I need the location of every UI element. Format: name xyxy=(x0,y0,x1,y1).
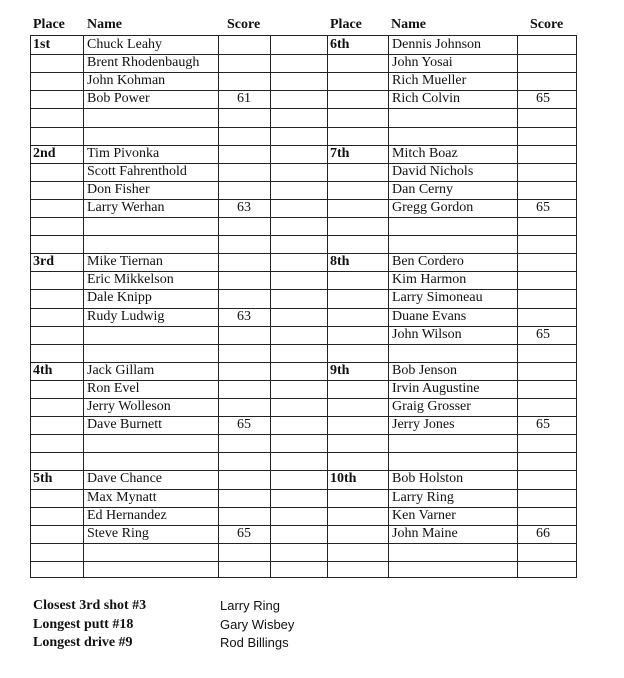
player-name: Dave Chance xyxy=(87,471,163,487)
table-row-rule xyxy=(31,108,576,109)
contest-row xyxy=(33,616,333,635)
contest-label: Longest putt #18 xyxy=(33,616,134,632)
team-score: 65 xyxy=(237,417,251,433)
table-column-rule xyxy=(270,36,271,577)
place-label: 7th xyxy=(330,145,350,161)
table-row-rule xyxy=(31,452,576,453)
player-name: Bob Power xyxy=(87,91,150,107)
contest-row xyxy=(33,597,333,616)
player-name: Gregg Gordon xyxy=(392,199,474,215)
place-label: 3rd xyxy=(33,254,54,270)
contest-winner: Gary Wisbey xyxy=(220,616,295,632)
player-name: Max Mynatt xyxy=(87,489,157,505)
place-label: 6th xyxy=(330,37,350,52)
player-name: Ben Cordero xyxy=(392,254,464,270)
table-column-rule xyxy=(218,36,219,577)
table-column-rule xyxy=(388,36,389,577)
place-label: 1st xyxy=(33,37,51,52)
player-name: Jack Gillam xyxy=(87,362,155,378)
table-column-rule xyxy=(517,36,518,577)
place-label: 9th xyxy=(330,362,350,378)
table-column-rule xyxy=(83,36,84,577)
player-name: Rudy Ludwig xyxy=(87,308,165,324)
place-label: 2nd xyxy=(33,145,56,161)
player-name: John Wilson xyxy=(392,326,462,342)
player-name: Kim Harmon xyxy=(392,272,467,288)
player-name: Dan Cerny xyxy=(392,181,454,197)
table-row-rule xyxy=(31,217,576,218)
team-score: 65 xyxy=(237,525,251,541)
player-name: Ken Varner xyxy=(392,507,456,523)
team-score: 65 xyxy=(536,417,550,433)
player-name: Jerry Jones xyxy=(392,417,455,433)
right-score-header: Score xyxy=(530,17,564,32)
table-column-rule xyxy=(327,36,328,577)
player-name: Larry Ring xyxy=(392,489,454,505)
player-name: Larry Simoneau xyxy=(392,290,483,306)
table-row-rule xyxy=(31,127,576,128)
player-name: Duane Evans xyxy=(392,308,467,324)
results-table xyxy=(30,35,577,578)
player-name: Chuck Leahy xyxy=(87,37,163,52)
left-place-header: Place xyxy=(33,17,65,32)
right-place-header: Place xyxy=(330,17,362,32)
team-score: 63 xyxy=(237,308,251,324)
contest-label: Closest 3rd shot #3 xyxy=(33,598,147,613)
team-score: 63 xyxy=(237,199,251,215)
table-row-rule xyxy=(31,344,576,345)
table-row-rule xyxy=(31,434,576,435)
team-score: 65 xyxy=(536,326,550,342)
place-label: 8th xyxy=(330,254,350,270)
player-name: Mitch Boaz xyxy=(392,145,458,161)
contest-row xyxy=(33,634,333,653)
player-name: Rich Colvin xyxy=(392,91,461,107)
player-name: Graig Grosser xyxy=(392,399,471,414)
player-name: Steve Ring xyxy=(87,525,149,541)
table-row-rule xyxy=(31,326,576,327)
contest-winner: Rod Billings xyxy=(220,635,289,650)
player-name: Bob Holston xyxy=(392,471,464,487)
player-name: John Kohman xyxy=(87,73,166,89)
player-name: Dennis Johnson xyxy=(392,37,482,52)
left-name-header: Name xyxy=(87,17,122,32)
player-name: Brent Rhodenbaugh xyxy=(87,55,200,71)
team-score: 66 xyxy=(536,525,550,541)
table-row-rule xyxy=(31,235,576,236)
player-name: Don Fisher xyxy=(87,181,150,197)
place-label: 10th xyxy=(330,471,357,487)
player-name: Tim Pivonka xyxy=(87,145,160,161)
side-contests xyxy=(33,597,333,653)
table-row-rule xyxy=(31,561,576,562)
player-name: David Nichols xyxy=(392,163,474,179)
place-label: 4th xyxy=(33,362,53,378)
place-label: 5th xyxy=(33,471,53,487)
player-name: Scott Fahrenthold xyxy=(87,163,187,179)
left-score-header: Score xyxy=(227,17,261,32)
player-name: Dale Knipp xyxy=(87,290,152,306)
contest-winner: Larry Ring xyxy=(220,598,280,613)
player-name: Jerry Wolleson xyxy=(87,399,171,414)
player-name: Mike Tiernan xyxy=(87,254,163,270)
right-name-header: Name xyxy=(391,17,426,32)
contest-label: Longest drive #9 xyxy=(33,635,133,650)
team-score: 65 xyxy=(536,91,550,107)
table-row-rule xyxy=(31,543,576,544)
team-score: 65 xyxy=(536,199,550,215)
player-name: Irvin Augustine xyxy=(392,380,480,396)
player-name: John Maine xyxy=(392,525,458,541)
player-name: Bob Jenson xyxy=(392,362,457,378)
team-score: 61 xyxy=(237,91,251,107)
player-name: Larry Werhan xyxy=(87,199,165,215)
player-name: John Yosai xyxy=(392,55,453,71)
player-name: Eric Mikkelson xyxy=(87,272,174,288)
player-name: Dave Burnett xyxy=(87,417,163,433)
player-name: Ed Hernandez xyxy=(87,507,167,523)
player-name: Rich Mueller xyxy=(392,73,467,89)
player-name: Ron Evel xyxy=(87,380,140,396)
